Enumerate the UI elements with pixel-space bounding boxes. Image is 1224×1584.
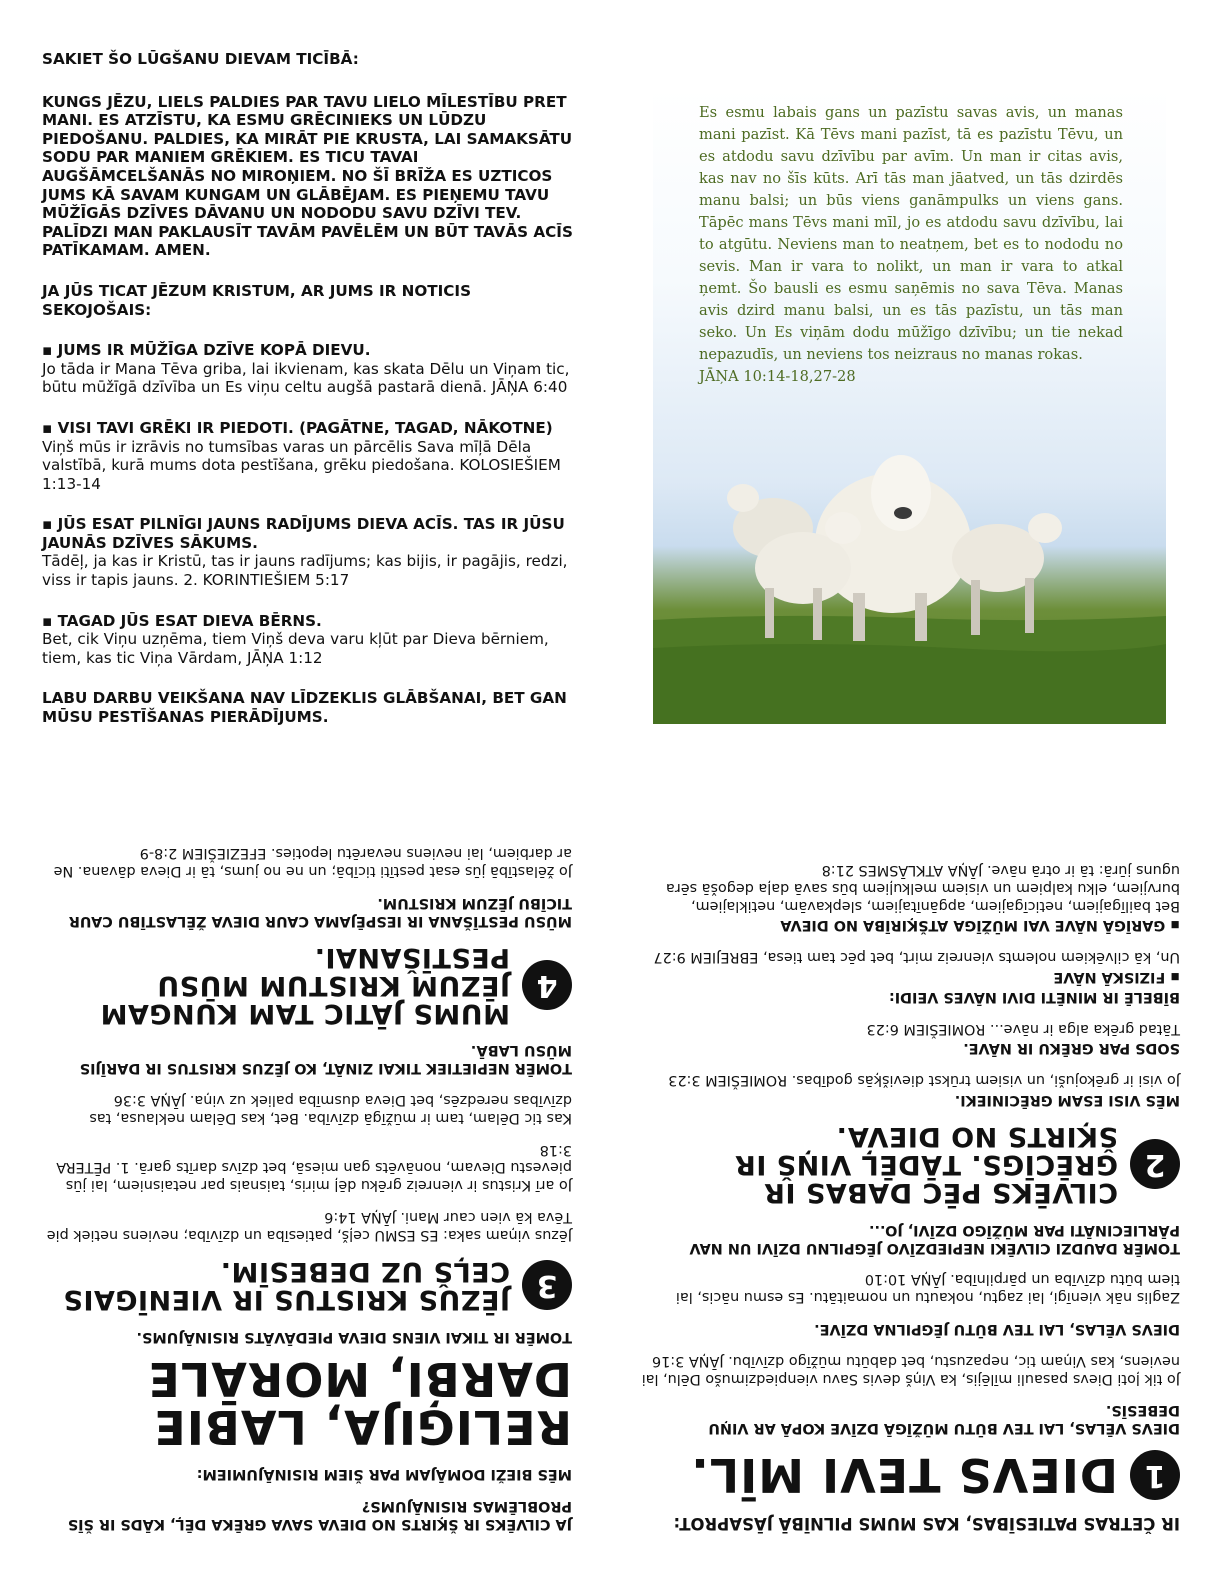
point-head: ▪ JUMS IR MŪŽĪGA DZĪVE KOPĀ DIEVU. bbox=[42, 341, 371, 360]
physical-death-verse: Un, kā cilvēkiem nolemts vienreiz mirt, bet pēc tam tiesa, EBREJIEM 9:27 bbox=[653, 949, 1180, 966]
point-2 bbox=[42, 419, 582, 493]
truth-2-title: CILVĒKS PĒC DABAS IR GRĒCĪGS. TĀDĒĻ VIŅŠ IR ŠĶIRTS NO DIEVA. bbox=[734, 1121, 1118, 1209]
truth-3-title: JĒZUS KRISTUS IR VIENĪGAIS CEĻŠ UZ DEBESĪM. bbox=[62, 1255, 510, 1315]
truth-1-title: DIEVS TEVI MĪL. bbox=[690, 1448, 1118, 1503]
one-solution-caption: TOMĒR IR TIKAI VIENS DIEVA PIEDĀVĀTS RISINĀJUMS. bbox=[136, 1328, 572, 1345]
verse-reference: JĀŅA 10:14-18,27-28 bbox=[699, 368, 856, 385]
verse-text: Es esmu labais gans un pazīstu savas avis, un manas mani pazīst. Kā Tēvs mani pazīst, tā es pazīstu Tēvu, un es atdodu savu dzīvību par avīm. Un man ir citas avis, kas nav no šīs kūts. Arī tās man jāatved, un tās dzirdēs manu balsi; un būs viens ganāmpulks un viens gans. Tāpēc mans Tēvs mani mīl, jo es atdodu savu dzīvību, lai to atgūtu. Neviens man to neatņem, bet es to nododu no sevis. Man ir vara to nolikt, un man ir vara to atkal ņemt. Šo bausli es esmu saņēmis no sava Tēva. Manas avis dzird manu balsi, un es tās pazīstu, un tās man seko. Un Es viņām dodu mūžīgo dzīvību; un tie nekad nepazudīs, un neviens tos neizraus no manas rokas. bbox=[699, 104, 1123, 363]
truth-3-caption: TOMĒR NEPIETIEK TIKAI ZINĀT, KO JĒZUS KRISTUS IR DARĪJIS MŪSU LABĀ. bbox=[79, 1042, 572, 1077]
number-badge: 4 bbox=[522, 960, 572, 1010]
truth-1-verse: Jo tik ļoti Dievs pasauli mīlējis, ka Viņš devis Savu vienpiedzimušo Dēlu, lai neviens, kas Viņam tic, nepazustu, bet dabūtu mūžīgo dzīvību. JĀŅA 3:16 bbox=[641, 1352, 1180, 1387]
truth-1-header bbox=[640, 1448, 1180, 1503]
truth-4-verse: Jo žēlastībā jūs esat pestīti ticībā; un ne no jums, tā ir Dieva dāvana. Ne ar darbiem, lai neviens nevarētu lepoties. EFEZIEŠIEM 2:8-9 bbox=[53, 845, 572, 880]
closing-text: LABU DARBU VEIKŠANA NAV LĪDZEKLIS GLĀBŠANAI, BET GAN MŪSU PESTĪŠANAS PIERĀDĪJUMS. bbox=[42, 689, 567, 727]
truth-2-caption-2: SODS PAR GRĒKU IR NĀVE. bbox=[963, 1040, 1180, 1057]
truth-3-verse-2: Jo arī Kristus ir vienreiz grēku dēļ miris, taisnais par netaisniem, lai jūs pievestu Dievam, nonāvēts gan miesā, bet dzīvs darīts garā. 1. PĒTERA 3:18 bbox=[56, 1141, 572, 1194]
truth-3-verse-3: Kas tic Dēlam, tam ir mūžīgā dzīvība. Bet, kas Dēlam neklausa, tas dzīvības neredzēs, bet Dieva dusmība paliek uz viņa. JĀŅA 3:36 bbox=[89, 1092, 572, 1126]
truth-4-caption: MŪSU PESTĪŠANA IR IESPĒJAMA CAUR DIEVA ŽĒLASTĪBU CAUR TICĪBU JĒZUM KRISTUM. bbox=[68, 894, 572, 929]
point-body: Tādēļ, ja kas ir Kristū, tas ir jauns radījums; kas bijis, ir pagājis, redzi, viss ir tapis jauns. 2. KORINTIEŠIEM 5:17 bbox=[42, 552, 568, 590]
truth-2-verse: Jo visi ir grēkojuši, un visiem trūkst dievišķās godības. ROMIEŠIEM 3:23 bbox=[668, 1072, 1180, 1089]
point-head: ▪ TAGAD JŪS ESAT DIEVA BĒRNS. bbox=[42, 611, 322, 630]
sheep-illustration bbox=[653, 88, 1166, 724]
point-body: Bet, cik Viņu uzņēma, tiem Viņš deva varu kļūt par Dieva bērniem, tiem, kas tic Viņa Vārdam, JĀŅA 1:12 bbox=[42, 630, 549, 667]
point-1 bbox=[42, 341, 582, 397]
number-badge: 3 bbox=[522, 1260, 572, 1310]
sheep-photo bbox=[653, 88, 1166, 724]
death-types-caption: BĪBELĒ IR MINĒTI DIVI NĀVES VEIDI: bbox=[888, 988, 1180, 1005]
wrong-solutions: RELIĢIJA, LABIE DARBI, MORĀLE bbox=[147, 1351, 572, 1454]
panel-truths-3-4 bbox=[42, 772, 572, 1532]
point-body: Viņš mūs ir izrāvis no tumsības varas un pārcēlis Sava mīļā Dēla valstībā, kurā mums dota pestīšana, grēku piedošana. KOLOSIEŠIEM 1:13-14 bbox=[42, 437, 561, 493]
number-badge: 2 bbox=[1130, 1139, 1180, 1189]
truth-1-caption-2: DIEVS VĒLAS, LAI TEV BŪTU JĒGPILNA DZĪVE. bbox=[814, 1321, 1180, 1338]
truth-1-caption-3: TOMĒR DAUDZI CILVĒKI NEPIEDZĪVO JĒGPILNU DZĪVI UN NAV PĀRLIECINĀTI PAR MŪŽĪGO DZĪVI, JO... bbox=[689, 1221, 1180, 1256]
prayer-panel bbox=[42, 50, 582, 749]
result-intro: JA JŪS TICAT JĒZUM KRISTUM, AR JUMS IR NOTICIS SEKOJOŠAIS: bbox=[42, 281, 472, 319]
point-4 bbox=[42, 612, 582, 668]
point-head: ▪ VISI TAVI GRĒKI IR PIEDOTI. (PAGĀTNE, TAGAD, NĀKOTNE) bbox=[42, 418, 553, 437]
four-truths-intro: IR ČETRAS PATIESĪBAS, KAS MUMS PILNĪBĀ JĀSAPROT: bbox=[673, 1514, 1180, 1533]
truth-4-header bbox=[42, 943, 572, 1027]
truth-3-header bbox=[42, 1257, 572, 1313]
truth-4-title: MUMS JĀTIC TAM KUNGAM JĒZUM KRISTUM MŪSU PESTĪŠANAI. bbox=[100, 941, 510, 1029]
panel-truths-1-2 bbox=[640, 772, 1180, 1532]
point-3 bbox=[42, 515, 582, 589]
solutions-caption: MĒS BIEŽI DOMĀJAM PAR ŠIEM RISINĀJUMIEM: bbox=[196, 1466, 572, 1483]
truth-2-caption: MĒS VISI ESAM GRĒCINIEKI. bbox=[954, 1092, 1180, 1109]
truth-2-header bbox=[640, 1121, 1180, 1209]
point-head: ▪ JŪS ESAT PILNĪGI JAUNS RADĪJUMS DIEVA ACĪS. TAS IR JŪSU JAUNĀS DZĪVES SĀKUMS. bbox=[42, 515, 565, 552]
truth-2-verse-2: Tātad grēka alga ir nāve... ROMIEŠIEM 6:23 bbox=[866, 1020, 1180, 1037]
number-badge: 1 bbox=[1130, 1450, 1180, 1500]
truth-3-verse-1: Jēzus viņam saka: ES ESMU ceļš, patiesība un dzīvība; neviens netiek pie Tēva kā vien caur Mani. JĀŅA 14:6 bbox=[46, 1209, 572, 1243]
physical-death-caption: ▪ FIZISKĀ NĀVE bbox=[1053, 969, 1180, 986]
prayer-heading: SAKIET ŠO LŪGŠANU DIEVAM TICĪBĀ: bbox=[42, 50, 359, 68]
truth-1-verse-2: Zaglis nāk vienīgi, lai zagtu, nokautu un nomaitātu. Es esmu nācis, lai tiem būtu dzīvība un pārpilnība. JĀŅA 10:10 bbox=[675, 1271, 1180, 1306]
problem-question: JA CILVĒKS IR ŠĶIRTS NO DIEVA SAVA GRĒKA DĒĻ, KĀDS IR ŠĪS PROBLĒMAS RISINĀJUMS? bbox=[67, 1498, 572, 1532]
spiritual-death-verse: Bet bailīgajiem, neticīgajiem, apgānītajiem, slepkavām, netiklajiem, burvjiem, elku kalpiem un visiem melkuļiem būs savā daļa degošā sēra uguns jūrā: tā ir otrā nāve. JĀŅA ATKLĀSMES 21:8 bbox=[665, 862, 1180, 914]
point-body: Jo tāda ir Mana Tēva griba, lai ikvienam, kas skata Dēlu un Viņam tic, būtu mūžīgā dzīvība un Es viņu celtu augšā pastarā dienā. JĀŅA 6:40 bbox=[42, 359, 570, 397]
spiritual-death-caption: ▪ GARĪGĀ NĀVE VAI MŪŽĪGA ATŠĶIRĪBA NO DIEVA bbox=[780, 917, 1180, 934]
prayer-text: KUNGS JĒZU, LIELS PALDIES PAR TAVU LIELO MĪLESTĪBU PRET MANI. ES ATZĪSTU, KA ESMU GRĒCINIEKS UN LŪDZU PIEDOŠANU. PALDIES, KA MIRĀT PIE KRUSTA, LAI SAMAKSĀTU SODU PAR MANIEM GRĒKIEM. ES TICU TAVAI AUGŠĀMCELŠANĀS NO MIROŅIEM. NO ŠĪ BRĪŽA ES UZTICOS JUMS KĀ SAVAM KUNGAM UN GLĀBĒJAM. ES PIEŅEMU TAVU MŪŽĪGĀS DZĪVES DĀVANU UN NODODU SAVU DZĪVI TEV. PALĪDZI MAN PAKLAUSĪT TAVĀM PAVĒLĒM UN BŪT TAVĀS ACĪS PATĪKAMAM. AMEN. bbox=[42, 92, 573, 260]
truth-1-caption: DIEVS VĒLAS, LAI TEV BŪTU MŪŽĪGĀ DZĪVE KOPĀ AR VIŅU DEBESĪS. bbox=[708, 1402, 1180, 1437]
